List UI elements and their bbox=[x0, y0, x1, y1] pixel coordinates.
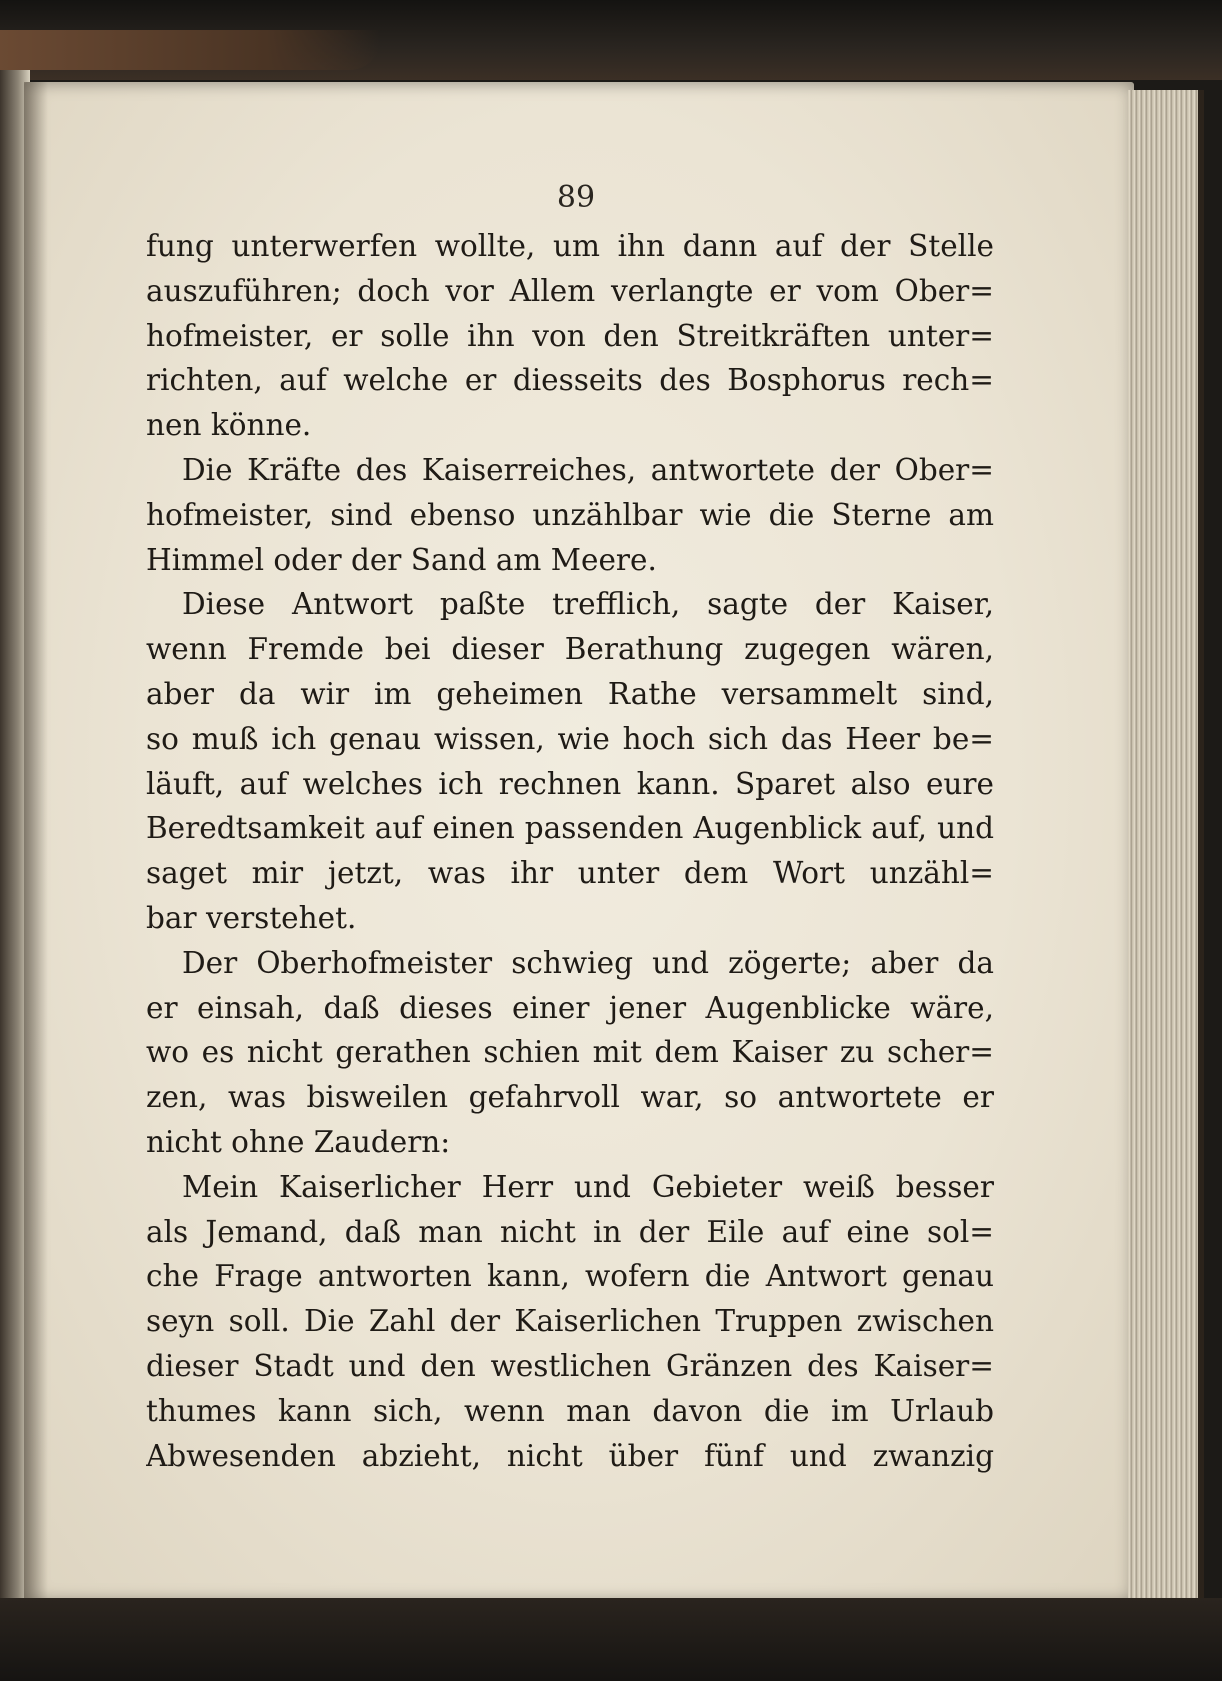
text-line: aber da wir im geheimen Rathe versammelt sind, bbox=[146, 676, 994, 711]
text-line: Beredtsamkeit auf einen passenden Augenblick auf, und bbox=[146, 811, 994, 846]
text-line: dieser Stadt und den westlichen Gränzen des Kaiser= bbox=[146, 1348, 994, 1383]
text-line: wo es nicht gerathen schien mit dem Kaiser zu scher= bbox=[146, 1035, 994, 1070]
text-line: wenn Fremde bei dieser Berathung zugegen wären, bbox=[146, 632, 994, 667]
text-line: er einsah, daß dieses einer jener Augenblicke wäre, bbox=[146, 990, 994, 1025]
book-binding-bottom bbox=[0, 1598, 1222, 1681]
text-line: so muß ich genau wissen, wie hoch sich das Heer be= bbox=[146, 721, 994, 756]
page-gutter-shadow bbox=[24, 82, 48, 1602]
text-line: auszuführen; doch vor Allem verlangte er vom Ober= bbox=[146, 273, 994, 308]
text-line: Mein Kaiserlicher Herr und Gebieter weiß besser bbox=[182, 1169, 994, 1204]
text-line: zen, was bisweilen gefahrvoll war, so antwortete er bbox=[146, 1080, 994, 1115]
text-line: thumes kann sich, wenn man davon die im Urlaub bbox=[146, 1393, 994, 1428]
page-number: 89 bbox=[556, 180, 596, 215]
text-line: bar verstehet. bbox=[146, 900, 357, 935]
text-line: fung unterwerfen wollte, um ihn dann auf der Stelle bbox=[146, 229, 994, 263]
text-line: saget mir jetzt, was ihr unter dem Wort unzähl= bbox=[146, 856, 994, 891]
page-stack-edge bbox=[1128, 90, 1204, 1610]
text-line: als Jemand, daß man nicht in der Eile auf eine sol= bbox=[146, 1214, 994, 1249]
text-line: Abwesenden abzieht, nicht über fünf und zwanzig bbox=[146, 1438, 994, 1473]
text-line: seyn soll. Die Zahl der Kaiserlichen Truppen zwischen bbox=[146, 1304, 994, 1339]
text-line: Die Kräfte des Kaiserreiches, antwortete der Ober= bbox=[182, 452, 994, 487]
text-line: läuft, auf welches ich rechnen kann. Sparet also eure bbox=[146, 766, 994, 801]
text-line: Himmel oder der Sand am Meere. bbox=[146, 542, 657, 577]
text-line: hofmeister, er solle ihn von den Streitkräften unter= bbox=[146, 318, 994, 353]
text-line: Der Oberhofmeister schwieg und zögerte; aber da bbox=[182, 945, 994, 980]
text-line: nen könne. bbox=[146, 408, 312, 443]
text-line: richten, auf welche er diesseits des Bosphorus rech= bbox=[146, 363, 994, 398]
text-line: che Frage antworten kann, wofern die Antwort genau bbox=[146, 1259, 994, 1294]
book-cover-edge bbox=[0, 30, 380, 70]
body-text bbox=[146, 224, 994, 1478]
text-line: hofmeister, sind ebenso unzählbar wie die Sterne am bbox=[146, 497, 994, 532]
text-line: nicht ohne Zaudern: bbox=[146, 1124, 451, 1159]
text-line: Diese Antwort paßte trefflich, sagte der Kaiser, bbox=[182, 587, 994, 622]
